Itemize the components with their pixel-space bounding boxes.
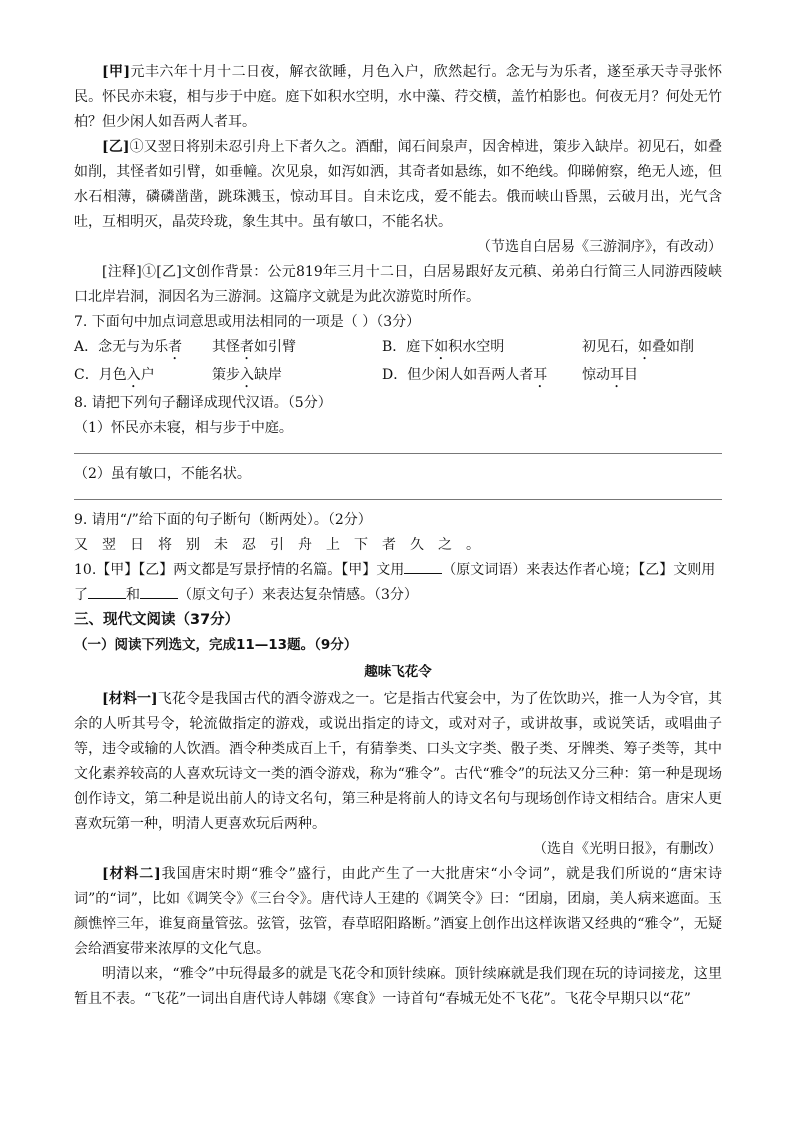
option-d-left: D．但少闲人如吾两人者耳: [382, 367, 548, 383]
blank-3[interactable]: [140, 584, 178, 599]
option-c-right: 策步入缺岸: [212, 367, 282, 383]
passage-jia-text: 元丰六年十月十二日夜，解衣欲睡，月色入户，欣然起行。念无与为乐者，遂至承天寺寻张怀民。怀民亦未寝，相与步于中庭。庭下如积水空明，水中藻、荇交横，盖竹柏影也。何夜无月？何处无竹柏？但少闲人如吾两人者耳。: [74, 64, 723, 130]
passage-yi-tag: [乙]: [102, 139, 130, 155]
passage-jia: [74, 60, 722, 135]
question-10: 10.【甲】【乙】两文都是写景抒情的名篇。【甲】文用 （原文词语）来表达作者心境；【乙】文则用: [74, 558, 722, 583]
material-2-para-2: 明清以来，“雅令”中玩得最多的就是飞花令和顶针续麻。顶针续麻就是我们现在玩的诗词接龙，这里暂且不表。“飞花”一词出自唐代诗人韩翃《寒食》一诗首句“春城无处不飞花”。飞花令早期只以“花”: [74, 966, 722, 1007]
option-d-right: 惊动耳目: [582, 367, 638, 383]
blank-1[interactable]: [404, 559, 442, 574]
blank-2[interactable]: [88, 584, 126, 599]
passage-yi: [74, 135, 722, 235]
option-a-left: A．念无与为乐者: [74, 339, 183, 355]
section-3-heading: 三、现代文阅读（37分）: [74, 612, 240, 628]
passage-yi-source: （节选自白居易《三游洞序》，有改动）: [477, 239, 722, 255]
option-b-left: B．庭下如积水空明: [382, 339, 505, 355]
answer-line-2[interactable]: [74, 489, 722, 500]
option-c-left: C．月色入户: [74, 367, 155, 383]
material-1: [材料一]飞花令是我国古代的酒令游戏之一。它是指古代宴会中，为了佐饮助兴，推一人为令官，其余的人听其号令，轮流做指定的游戏，或说出指定的诗文，或对对子，或讲故事，或说笑话，或唱曲子等，违令或输的人饮酒。酒令种类成百上千，有猜拳类、口头文字类、骰子类、牙牌类、筹子类等，其中文化素养较高的人喜欢玩诗文一类的酒令游戏，称为“雅令”。古代“雅令”的玩法又分三种：第一种是现场创作诗文，第二种是说出前人的诗文名句，第三种是将前人的诗文名句与现场创作诗文相结合。唐宋人更喜欢玩第一种，明清人更喜欢玩后两种。: [74, 691, 723, 832]
subsection-1-heading: （一）阅读下列选文，完成11—13题。（9分）: [74, 637, 358, 653]
option-a-right: 其怪者如引臂: [212, 339, 296, 355]
question-7-options: [74, 335, 722, 391]
question-7-stem: 7. 下面句中加点词意思或用法相同的一项是（ ）（3分）: [74, 314, 421, 330]
question-9-sentence: 又翌日将别未忍引舟上下者久之。: [74, 537, 494, 553]
question-8-sentence-1: （1）怀民亦未寝，相与步于中庭。: [74, 420, 293, 436]
material-2: [材料二]我国唐宋时期“雅令”盛行，由此产生了一大批唐宋“小令词”，就是我们所说的“唐宋诗词”的“词”，比如《调笑令》《三台令》。唐代诗人王建的《调笑令》曰：“团扇，团扇，美人病来遮面。玉颜憔悴三年，谁复商量管弦。弦管，弦管，春草昭阳路断。”酒宴上创作出这样诙谐又经典的“雅令”，无疑会给酒宴带来浓厚的文化气息。: [74, 866, 722, 957]
document-page: [74, 60, 722, 1012]
passage-jia-tag: [甲]: [102, 64, 131, 80]
article-title: 趣味飞花令: [364, 664, 432, 680]
question-8-stem: 8. 请把下列句子翻译成现代汉语。（5分）: [74, 395, 332, 411]
material-1-source: （选自《光明日报》，有删改）: [533, 841, 722, 857]
passage-yi-text: ①又翌日将别未忍引舟上下者久之。酒酣，闻石间泉声，因舍棹进，策步入缺岸。初见石，如叠如削，其怪者如引臂，如垂幢。次见泉，如泻如洒，其奇者如悬练，如不绝线。仰睇俯察，绝无人迹，但水石相薄，磷磷凿凿，跳珠溅玉，惊动耳目。自未讫戌，爱不能去。俄而峡山昏黑，云破月出，光气含吐，互相明灭，晶荧玲珑，象生其中。虽有敏口，不能名状。: [74, 139, 723, 230]
question-9-stem: 9. 请用“/”给下面的句子断句（断两处）。（2分）: [74, 512, 372, 528]
answer-line-1[interactable]: [74, 443, 722, 454]
option-b-right: 初见石，如叠如削: [582, 339, 694, 355]
question-8-sentence-2: （2）虽有敏口，不能名状。: [74, 466, 251, 482]
question-10-cont: 了 和 （原文句子）来表达复杂情感。（3分）: [74, 583, 722, 608]
annotation-note: [注释]①[乙]文创作背景：公元819年三月十二日，白居易跟好友元稹、弟弟白行简三人同游西陵峡口北岸岩洞，洞因名为三游洞。这篇序文就是为此次游览时所作。: [74, 264, 722, 305]
